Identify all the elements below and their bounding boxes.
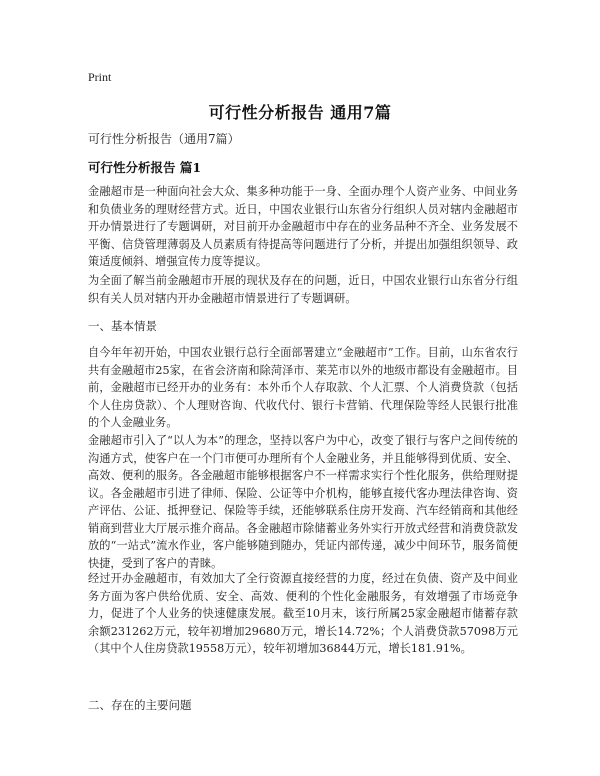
paragraph-intro: 金融超市是一种面向社会大众、集多种功能于一身、全面办理个人资产业务、中间业务和负债业务的理财经营方式。近日，中国农业银行山东省分行组织人员对辖内金融超市开办情景进行了专题调研，对目前开办金融超市中存在的业务品种不齐全、业务发展不平衡、信贷管理薄弱及人员素质有待提高等问题进行了分析，并提出加强组织领导、政策适度倾斜、增强宣传力度等提议。 (88, 185, 518, 268)
paragraph-purpose: 为全面了解当前金融超市开展的现状及存在的问题，近日，中国农业银行山东省分行组织有关人员对辖内开办金融超市情景进行了专题调研。 (88, 274, 518, 305)
section-heading: 可行性分析报告 篇1 (88, 160, 202, 175)
heading-basic-situation: 一、基本情景 (88, 319, 157, 333)
paragraph-basic-2: 金融超市引入了“以人为本”的理念，坚持以客户为中心，改变了银行与客户之间传统的沟通方式，使客户在一个门市便可办理所有个人金融业务，并且能够得到优质、安全、高效、便利的服务。各金融超市能够根据客户不一样需求实行个性化服务，供给理财提议。各金融超市引进了律师、保险、公证等中介机构，能够直接代客办理法律咨询、资产评估、公证、抵押登记、保险等手续，还能够联系住房开发商、汽车经销商和其他经销商到营业大厅展示推介商品。各金融超市除储蓄业务外实行开放式经营和消费贷款发放的“一站式”流水作业，客户能够随到随办，凭证内部传递，减少中间环节，服务简便快捷，受到了客户的青睐。 (88, 434, 518, 570)
print-link[interactable]: Print (88, 70, 112, 84)
paragraph-basic-1: 自今年年初开始，中国农业银行总行全面部署建立“金融超市”工作。目前，山东省农行共有金融超市25家，在省会济南和除菏泽市、莱芜市以外的地级市都设有金融超市。目前，金融超市已经开办的业务有：本外币个人存取款、个人汇票、个人消费贷款（包括个人住房贷款）、个人理财咨询、代收代付、银行卡营销、代理保险等经人民银行批准的个人金融业务。 (88, 346, 518, 429)
paragraph-basic-3: 经过开办金融超市，有效加大了全行资源直接经营的力度，经过在负债、资产及中间业务方面为客户供给优质、安全、高效、便利的个性化金融服务，有效增强了市场竞争力，促进了个人业务的快速健康发展。截至10月末，该行所属25家金融超市储蓄存款余额231262万元，较年初增加29680万元，增长14.72%；个人消费贷款57098万元（其中个人住房贷款19558万元），较年初增加36844万元，增长181.91%。 (88, 572, 518, 655)
document-subtitle: 可行性分析报告（通用7篇） (88, 132, 240, 146)
heading-main-problems: 二、存在的主要问题 (88, 698, 192, 712)
document-title: 可行性分析报告 通用7篇 (208, 103, 392, 122)
